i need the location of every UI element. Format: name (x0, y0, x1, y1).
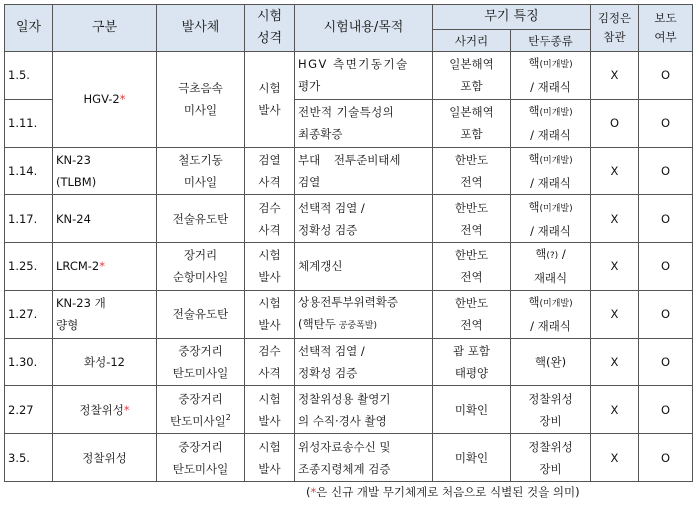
range-line1: 한반도 (454, 248, 489, 263)
header-kim-line1: 김정은 (597, 11, 632, 25)
cell-division (53, 243, 157, 291)
content-line2: 정확성 검증 (298, 222, 358, 237)
content-line1: 정찰위성용 촬영기 (298, 391, 391, 406)
warhead-main: 핵 (528, 104, 540, 119)
header-date: 일자 (5, 5, 53, 52)
table-row (5, 338, 693, 386)
cell-test-type (245, 195, 295, 243)
range-line2: 전역 (460, 318, 483, 333)
header-division: 구분 (53, 5, 157, 52)
cell-content (295, 290, 433, 338)
launcher-line2: 순항미사일 (172, 270, 229, 285)
test-type-line1: 시험 (258, 439, 281, 454)
launcher-line1: 중장거리 (178, 439, 223, 454)
warhead-line1 (514, 243, 587, 267)
table-row (5, 290, 693, 338)
warhead-main: 핵 (528, 56, 540, 71)
warhead-line2: / 재래식 (530, 80, 571, 95)
cell-warhead: 핵(완) (511, 338, 591, 386)
warhead-line1 (514, 291, 587, 315)
launcher-line2: 미사일 (183, 174, 218, 189)
cell-test-type (245, 52, 295, 148)
range-line1: 한반도 (454, 200, 489, 215)
cell-division: KN-24 (53, 195, 157, 243)
launcher-line1: 철도기동 (178, 152, 223, 167)
new-weapon-marker: * (123, 402, 130, 417)
cell-content (295, 99, 433, 147)
warhead-line1 (514, 148, 587, 172)
cell-kim: O (591, 99, 639, 147)
warhead-line2: / 재래식 (530, 128, 571, 143)
missile-launch-table (4, 4, 693, 482)
header-report (639, 5, 693, 52)
division-text: 정찰위성 (79, 402, 124, 417)
content-line2: 검열 (298, 174, 321, 189)
content-line2 (298, 313, 429, 337)
table-footnote (306, 484, 580, 500)
cell-launcher: 전술유도탄 (157, 290, 245, 338)
header-launcher: 발사체 (157, 5, 245, 52)
cell-division (53, 147, 157, 195)
cell-date: 1.17. (5, 195, 53, 243)
warhead-line1: 정찰위성 (528, 439, 573, 454)
cell-division (53, 386, 157, 434)
cell-division (53, 290, 157, 338)
cell-division (53, 52, 157, 148)
test-type-line2: 사격 (258, 365, 281, 380)
cell-kim: X (591, 338, 639, 386)
test-type-line1: 시험 (258, 296, 281, 311)
cell-test-type (245, 434, 295, 482)
content-line1: 전반적 기술특성의 (298, 105, 395, 120)
launcher-line1: 극초음속 (178, 81, 223, 96)
warhead-main: 핵 (528, 199, 540, 214)
header-report-line2: 여부 (654, 30, 677, 44)
cell-date: 1.5. (5, 52, 53, 100)
range-line1: 한반도 (454, 296, 489, 311)
cell-test-type (245, 290, 295, 338)
content-line2: 조종지령체계 검증 (298, 461, 391, 476)
cell-report: O (639, 243, 693, 291)
cell-date: 3.5. (5, 434, 53, 482)
test-type-line2: 발사 (258, 461, 281, 476)
content-line1: HGV 측면기동기술 (298, 57, 409, 72)
cell-date: 2.27 (5, 386, 53, 434)
cell-content (295, 52, 433, 100)
warhead-note: (미개발) (539, 155, 573, 166)
test-type-line2: 발사 (258, 103, 281, 118)
warhead-note: (미개발) (539, 203, 573, 214)
launcher-line2: 탄도미사일 (172, 461, 229, 476)
table-row (5, 386, 693, 434)
launcher-line2: 탄도미사일 (172, 365, 229, 380)
cell-content: 체계갱신 (295, 243, 433, 291)
content-line1: 부대 전투준비태세 (298, 152, 401, 167)
launcher-line2: 미사일 (183, 103, 218, 118)
warhead-main: 핵 (528, 151, 540, 166)
division-line2: (TLBM) (56, 174, 97, 189)
warhead-note: (미개발) (539, 108, 573, 119)
cell-warhead (511, 243, 591, 291)
warhead-main: 핵 (528, 295, 540, 310)
test-type-line2: 발사 (258, 270, 281, 285)
cell-launcher (157, 243, 245, 291)
warhead-line2: 장비 (539, 461, 562, 476)
cell-date: 1.30. (5, 338, 53, 386)
division-text: HGV-2 (83, 92, 120, 107)
range-line2: 태평양 (454, 365, 489, 380)
cell-kim: X (591, 243, 639, 291)
table-row (5, 147, 693, 195)
content-line2-main: (핵탄두 (298, 317, 336, 332)
content-line1: 선택적 검열 / (298, 200, 365, 215)
cell-content (295, 338, 433, 386)
cell-kim: X (591, 290, 639, 338)
content-line2: 최종확증 (298, 127, 343, 142)
test-type-line1: 시험 (258, 81, 281, 96)
cell-report: O (639, 99, 693, 147)
header-report-line1: 보도 (654, 11, 677, 25)
test-type-line1: 검수 (258, 343, 281, 358)
cell-warhead (511, 195, 591, 243)
footnote-star: * (310, 485, 317, 499)
launcher-line1: 장거리 (183, 248, 218, 263)
cell-division: 화성-12 (53, 338, 157, 386)
warhead-line2: / 재래식 (530, 223, 571, 238)
range-line1: 일본해역 (449, 105, 494, 120)
footnote-marker: 2 (225, 412, 231, 422)
cell-launcher (157, 52, 245, 148)
cell-date: 1.11. (5, 99, 53, 147)
warhead-note: (?) (546, 251, 559, 262)
cell-report: O (639, 195, 693, 243)
launcher-line2 (160, 410, 241, 432)
range-line2: 포함 (460, 79, 483, 94)
division-text: LRCM-2 (56, 259, 100, 274)
cell-test-type (245, 147, 295, 195)
cell-report: O (639, 290, 693, 338)
cell-content (295, 195, 433, 243)
cell-date: 1.25. (5, 243, 53, 291)
cell-launcher (157, 338, 245, 386)
cell-content (295, 386, 433, 434)
header-test-type-line2: 성격 (256, 31, 283, 46)
cell-warhead (511, 52, 591, 100)
cell-warhead (511, 99, 591, 147)
launcher-line1: 중장거리 (178, 343, 223, 358)
warhead-line1 (514, 52, 587, 76)
cell-test-type (245, 243, 295, 291)
test-type-line2: 사격 (258, 222, 281, 237)
cell-range (433, 290, 511, 338)
warhead-main: 핵 (535, 247, 547, 262)
division-line1: KN-23 (56, 152, 91, 167)
cell-range (433, 99, 511, 147)
header-kim-line2: 참관 (603, 30, 626, 44)
warhead-line2: / 재래식 (530, 175, 571, 190)
header-test-type-line1: 시험 (256, 9, 283, 24)
content-line2-note: 공중폭발) (335, 321, 377, 332)
cell-report: O (639, 434, 693, 482)
cell-warhead (511, 290, 591, 338)
test-type-line1: 검수 (258, 200, 281, 215)
test-type-line1: 시험 (258, 391, 281, 406)
cell-range (433, 243, 511, 291)
cell-report: O (639, 386, 693, 434)
warhead-line2: 장비 (539, 413, 562, 428)
header-test-type (245, 5, 295, 52)
cell-test-type (245, 386, 295, 434)
cell-date: 1.14. (5, 147, 53, 195)
launcher-line1: 중장거리 (178, 391, 223, 406)
new-weapon-marker: * (119, 92, 126, 107)
cell-range: 미확인 (433, 386, 511, 434)
table-row (5, 195, 693, 243)
test-type-line2: 사격 (258, 174, 281, 189)
cell-warhead (511, 147, 591, 195)
division-line2: 량형 (56, 318, 79, 333)
range-line1: 일본해역 (449, 57, 494, 72)
header-weapon: 무기 특징 (433, 5, 591, 30)
cell-report: O (639, 52, 693, 100)
warhead-note: (미개발) (539, 299, 573, 310)
table-row (5, 52, 693, 100)
header-content: 시험내용/목적 (295, 5, 433, 52)
cell-launcher (157, 386, 245, 434)
range-line2: 전역 (460, 222, 483, 237)
table-row (5, 434, 693, 482)
cell-launcher: 전술유도탄 (157, 195, 245, 243)
table-row (5, 243, 693, 291)
cell-date: 1.27. (5, 290, 53, 338)
content-line1: 선택적 검열 / (298, 343, 365, 358)
footnote-text: 은 신규 개발 무기체계로 처음으로 식별된 것을 의미) (316, 485, 580, 499)
range-line1: 괌 포함 (453, 343, 490, 358)
cell-division: 정찰위성 (53, 434, 157, 482)
test-type-line2: 발사 (258, 318, 281, 333)
cell-warhead (511, 434, 591, 482)
cell-launcher (157, 434, 245, 482)
range-line2: 전역 (460, 174, 483, 189)
cell-kim: X (591, 195, 639, 243)
header-kim (591, 5, 639, 52)
warhead-line2: 재래식 (533, 271, 568, 286)
cell-range (433, 195, 511, 243)
warhead-line2: / 재래식 (530, 319, 571, 334)
test-type-line1: 검열 (258, 152, 281, 167)
launcher-line2-text: 탄도미사일 (170, 413, 226, 428)
warhead-line1 (514, 196, 587, 220)
cell-kim: X (591, 386, 639, 434)
warhead-line1: 정찰위성 (528, 391, 573, 406)
content-line1: 상용전투부위력확증 (298, 295, 398, 310)
cell-kim: X (591, 434, 639, 482)
content-line1: 위성자료송수신 및 (298, 439, 391, 454)
cell-warhead (511, 386, 591, 434)
cell-report: O (639, 338, 693, 386)
header-warhead: 탄두종류 (511, 30, 591, 52)
cell-range: 미확인 (433, 434, 511, 482)
test-type-line1: 시험 (258, 248, 281, 263)
content-line2: 평가 (298, 79, 321, 94)
range-line2: 포함 (460, 127, 483, 142)
cell-range (433, 52, 511, 100)
warhead-line1 (514, 100, 587, 124)
cell-range (433, 147, 511, 195)
cell-test-type (245, 338, 295, 386)
range-line2: 전역 (460, 270, 483, 285)
cell-kim: X (591, 52, 639, 100)
header-range: 사거리 (433, 30, 511, 52)
cell-content (295, 434, 433, 482)
warhead-slash: / (558, 247, 566, 262)
content-line2: 정확성 검증 (298, 365, 358, 380)
warhead-note: (미개발) (539, 60, 573, 71)
new-weapon-marker: * (99, 259, 105, 274)
cell-report: O (639, 147, 693, 195)
cell-content (295, 147, 433, 195)
footnote-open: ( (306, 485, 311, 499)
cell-range (433, 338, 511, 386)
range-line1: 한반도 (454, 152, 489, 167)
cell-launcher (157, 147, 245, 195)
content-line2: 의 수직·경사 촬영 (298, 413, 387, 428)
division-line1: KN-23 개 (56, 296, 106, 311)
test-type-line2: 발사 (258, 413, 281, 428)
cell-kim: X (591, 147, 639, 195)
